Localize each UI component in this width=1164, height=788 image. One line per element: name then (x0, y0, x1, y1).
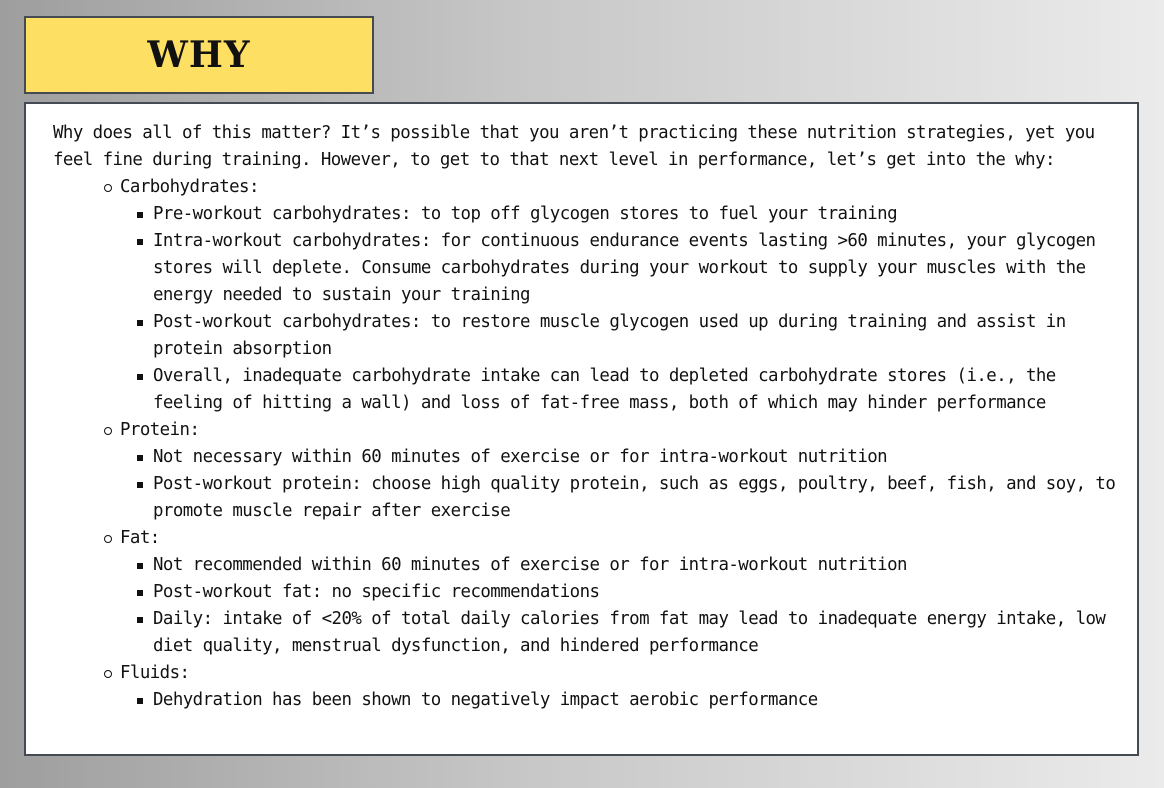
fluids-list (120, 687, 1117, 714)
page-title: WHY (147, 34, 251, 76)
category-carbohydrates (53, 174, 1117, 417)
list-item: Dehydration has been shown to negatively impact aerobic performance (120, 687, 1117, 714)
category-label: Fat: (120, 528, 160, 548)
category-fluids (53, 660, 1117, 714)
title-banner (24, 16, 374, 94)
list-item: Daily: intake of <20% of total daily calories from fat may lead to inadequate energy intake, low diet quality, menstrual dysfunction, and hindered performance (120, 606, 1117, 660)
category-label: Fluids: (120, 663, 190, 683)
list-item: Not necessary within 60 minutes of exercise or for intra-workout nutrition (120, 444, 1117, 471)
fat-list (120, 552, 1117, 660)
category-list (53, 174, 1117, 714)
carbohydrates-list (120, 201, 1117, 417)
list-item: Post-workout protein: choose high quality protein, such as eggs, poultry, beef, fish, and soy, to promote muscle repair after exercise (120, 471, 1117, 525)
category-label: Carbohydrates: (120, 177, 259, 197)
content-panel (24, 102, 1139, 756)
category-protein (53, 417, 1117, 525)
protein-list (120, 444, 1117, 525)
intro-paragraph: Why does all of this matter? It’s possible that you aren’t practicing these nutrition strategies, yet you feel fine during training. However, to get to that next level in performance, let’s get into the why: (53, 123, 1095, 170)
list-item: Post-workout fat: no specific recommendations (120, 579, 1117, 606)
list-item: Pre-workout carbohydrates: to top off glycogen stores to fuel your training (120, 201, 1117, 228)
list-item: Not recommended within 60 minutes of exercise or for intra-workout nutrition (120, 552, 1117, 579)
list-item: Post-workout carbohydrates: to restore muscle glycogen used up during training and assist in protein absorption (120, 309, 1117, 363)
list-item: Overall, inadequate carbohydrate intake can lead to depleted carbohydrate stores (i.e., the feeling of hitting a wall) and loss of fat-free mass, both of which may hinder performance (120, 363, 1117, 417)
category-label: Protein: (120, 420, 200, 440)
list-item: Intra-workout carbohydrates: for continuous endurance events lasting >60 minutes, your glycogen stores will deplete. Consume carbohydrates during your workout to supply your muscles with the energy needed to sustain your training (120, 228, 1117, 309)
category-fat (53, 525, 1117, 660)
